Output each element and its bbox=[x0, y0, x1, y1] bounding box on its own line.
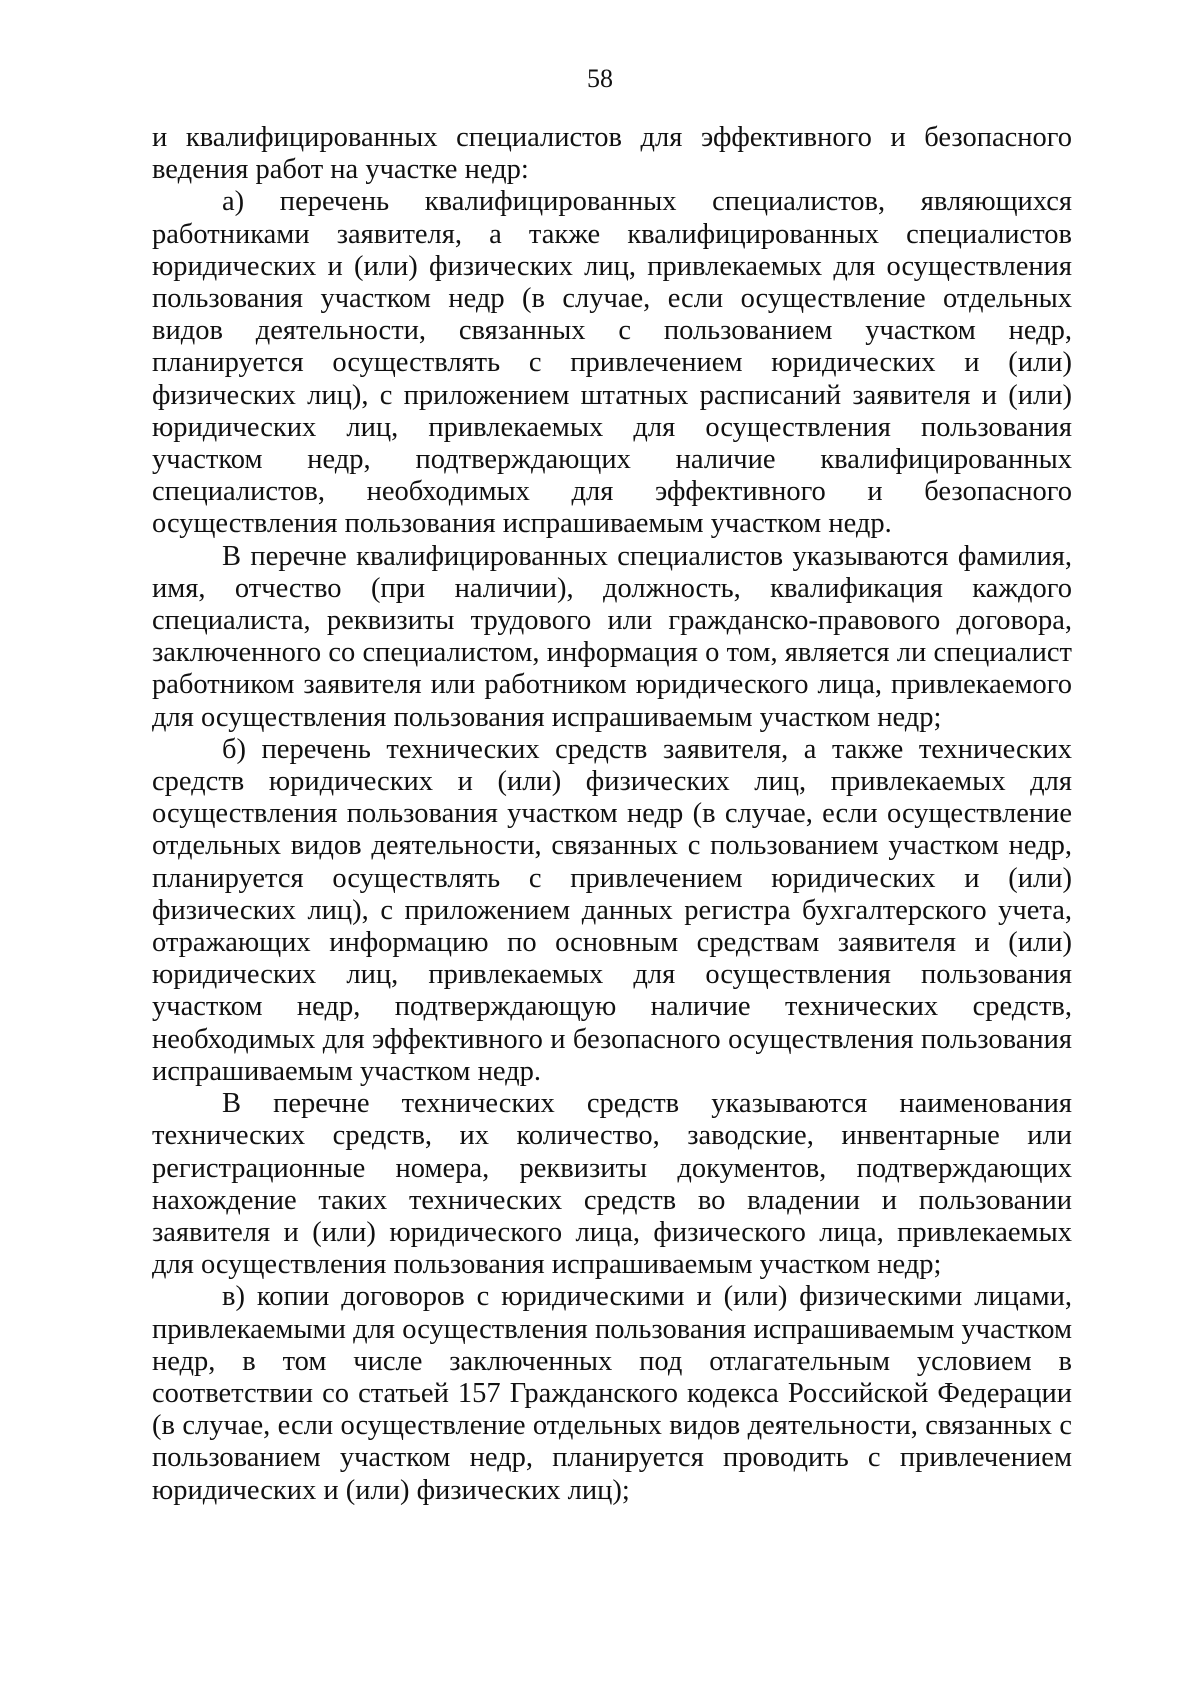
paragraph-technical-means-details: В перечне технических средств указываются наименования технических средств, их количество, заводские, инвентарные или регистрационные номера, реквизиты документов, подтверждающих нахождение таких технических средств во владении и пользовании заявителя и (или) юридического лица, физического лица, привлекаемых для осуществления пользования испрашиваемым участком недр; bbox=[152, 1088, 1072, 1281]
paragraph-continuation: и квалифицированных специалистов для эффективного и безопасного ведения работ на участке недр: bbox=[152, 122, 1072, 186]
document-body bbox=[152, 122, 1072, 1507]
paragraph-item-v: в) копии договоров с юридическими и (или) физическими лицами, привлекаемыми для осуществления пользования испрашиваемым участком недр, в том числе заключенных под отлагательным условием в соответствии со статьей 157 Гражданского кодекса Российской Федерации (в случае, если осуществление отдельных видов деятельности, связанных с пользованием участком недр, планируется проводить с привлечением юридических и (или) физических лиц); bbox=[152, 1281, 1072, 1506]
paragraph-specialists-list-details: В перечне квалифицированных специалистов указываются фамилия, имя, отчество (при наличии), должность, квалификация каждого специалиста, реквизиты трудового или гражданско-правового договора, заключенного со специалистом, информация о том, является ли специалист работником заявителя или работником юридического лица, привлекаемого для осуществления пользования испрашиваемым участком недр; bbox=[152, 540, 1072, 733]
page-number: 58 bbox=[587, 64, 613, 93]
paragraph-item-b: б) перечень технических средств заявителя, а также технических средств юридических и (или) физических лиц, привлекаемых для осуществления пользования участком недр (в случае, если осуществление отдельных видов деятельности, связанных с пользованием участком недр, планируется осуществлять с привлечением юридических и (или) физических лиц), с приложением данных регистра бухгалтерского учета, отражающих информацию по основным средствам заявителя и (или) юридических лиц, привлекаемых для осуществления пользования участком недр, подтверждающую наличие технических средств, необходимых для эффективного и безопасного осуществления пользования испрашиваемым участком недр. bbox=[152, 733, 1072, 1087]
paragraph-item-a: а) перечень квалифицированных специалистов, являющихся работниками заявителя, а также квалифицированных специалистов юридических и (или) физических лиц, привлекаемых для осуществления пользования участком недр (в случае, если осуществление отдельных видов деятельности, связанных с пользованием участком недр, планируется осуществлять с привлечением юридических и (или) физических лиц), с приложением штатных расписаний заявителя и (или) юридических лиц, привлекаемых для осуществления пользования участком недр, подтверждающих наличие квалифицированных специалистов, необходимых для эффективного и безопасного осуществления пользования испрашиваемым участком недр. bbox=[152, 186, 1072, 540]
